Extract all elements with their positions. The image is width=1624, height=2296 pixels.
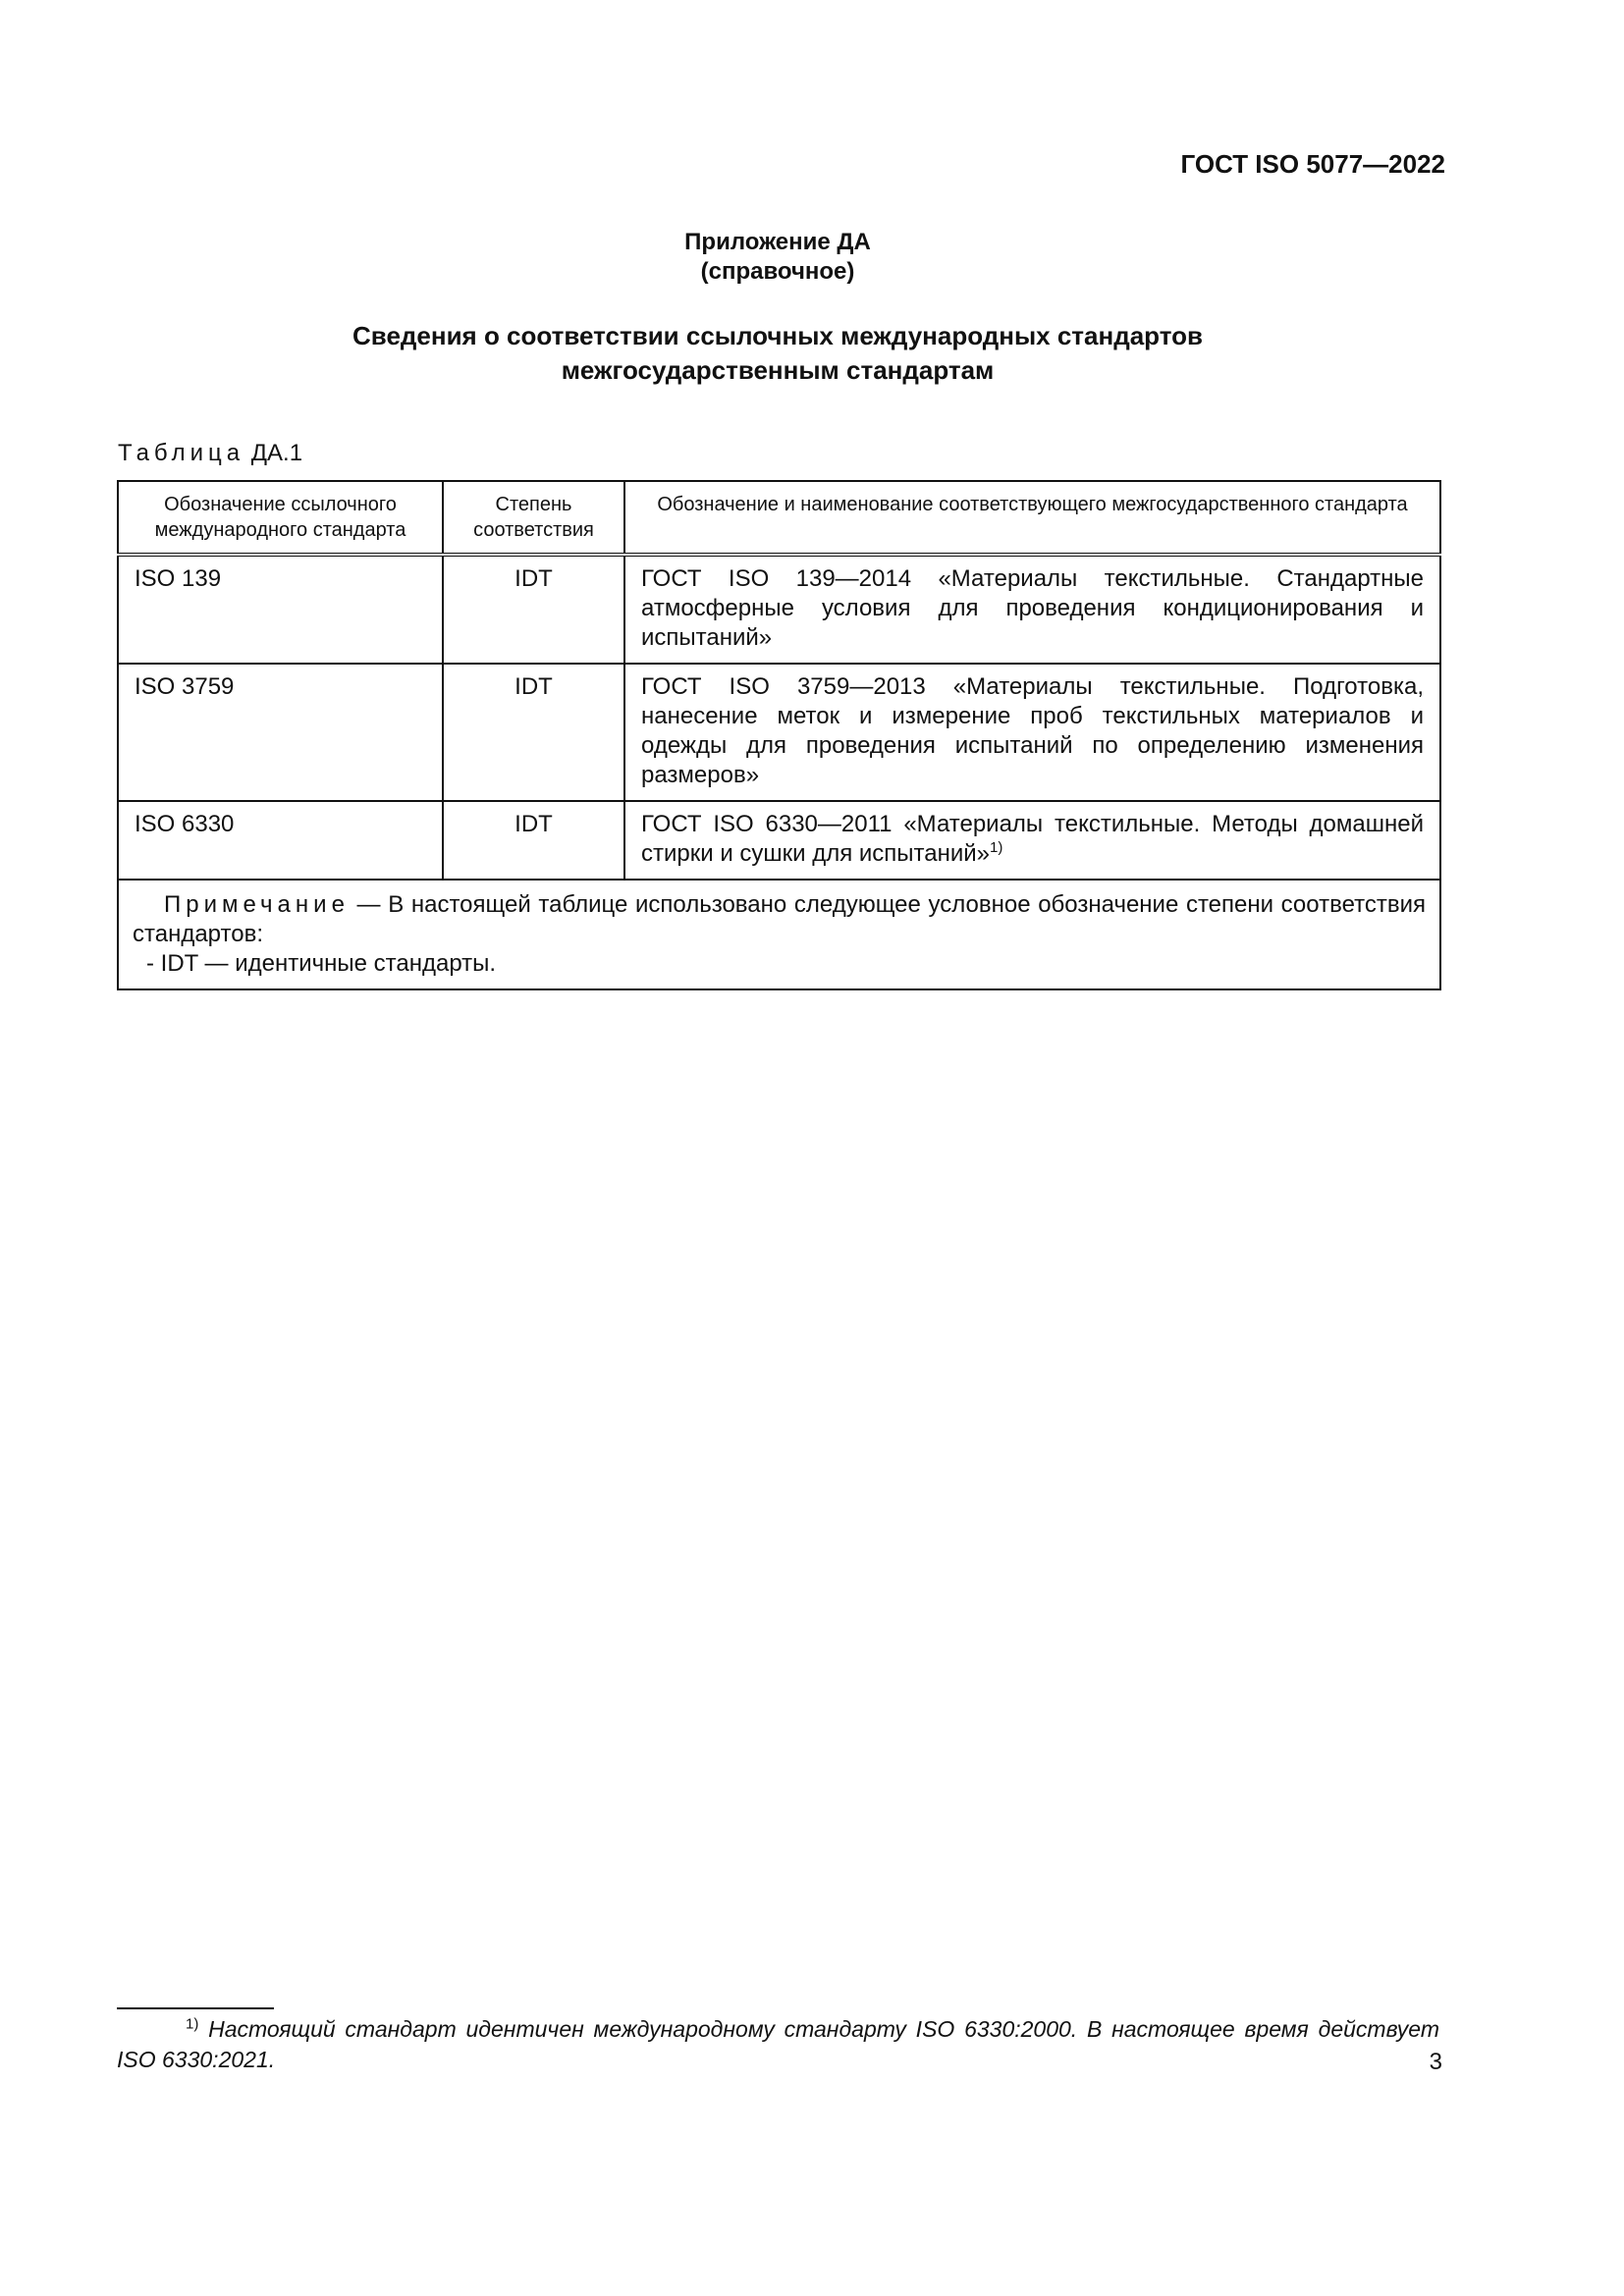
- section-title: [0, 319, 1555, 388]
- table-row: [118, 555, 1440, 664]
- table-row: [118, 664, 1440, 801]
- reference-standards-table: [117, 480, 1441, 990]
- table-row: [118, 801, 1440, 880]
- cell-reference-code: ISO 6330: [118, 801, 443, 880]
- annex-heading: [0, 228, 1555, 287]
- cell-reference-code: ISO 3759: [118, 664, 443, 801]
- column-header-interstate-standard: Обозначение и наименование соответствующего межгосударственного стандарта: [624, 481, 1440, 555]
- annex-title: Приложение ДА: [684, 229, 871, 255]
- footnote-mark: 1): [186, 2015, 199, 2033]
- cell-standard-name-text: ГОСТ ISO 6330—2011 «Материалы текстильные. Методы домашней стирки и сушки для испытаний»: [641, 811, 1424, 867]
- cell-degree: IDT: [443, 664, 624, 801]
- cell-reference-code: ISO 139: [118, 555, 443, 664]
- footnote-reference-mark[interactable]: 1): [990, 839, 1003, 856]
- column-header-degree: Степень соответствия: [443, 481, 624, 555]
- table-caption-label: Таблица: [118, 440, 245, 466]
- footnote-text: Настоящий стандарт идентичен международному стандарту ISO 6330:2000. В настоящее время действует ISO 6330:2021.: [117, 2016, 1439, 2072]
- footnote-separator: [117, 2007, 274, 2009]
- document-code: ГОСТ ISO 5077—2022: [1180, 149, 1445, 179]
- table-caption-number: ДА.1: [250, 440, 303, 466]
- cell-degree: IDT: [443, 555, 624, 664]
- section-title-line1: Сведения о соответствии ссылочных международных стандартов: [352, 321, 1203, 350]
- cell-standard-name: [624, 801, 1440, 880]
- section-title-line2: межгосударственным стандартам: [561, 355, 995, 385]
- table-header-row: [118, 481, 1440, 555]
- note-label: Примечание: [164, 891, 350, 918]
- note-item: - IDT — идентичные стандарты.: [146, 950, 497, 977]
- annex-subtitle: (справочное): [700, 258, 855, 285]
- cell-degree: IDT: [443, 801, 624, 880]
- table-note: [118, 880, 1440, 989]
- footnote: [117, 2014, 1439, 2075]
- cell-standard-name: ГОСТ ISO 139—2014 «Материалы текстильные. Стандартные атмосферные условия для проведения кондиционирования и испытаний»: [624, 555, 1440, 664]
- table-note-row: [118, 880, 1440, 989]
- column-header-reference-standard: Обозначение ссылочного международного стандарта: [118, 481, 443, 555]
- note-text: — В настоящей таблице использовано следующее условное обозначение степени соответствия стандартов:: [133, 891, 1426, 947]
- cell-standard-name: ГОСТ ISO 3759—2013 «Материалы текстильные. Подготовка, нанесение меток и измерение проб текстильных материалов и одежды для проведения испытаний по определению изменения размеров»: [624, 664, 1440, 801]
- page-number: 3: [1429, 2049, 1442, 2075]
- table-caption: [118, 440, 302, 467]
